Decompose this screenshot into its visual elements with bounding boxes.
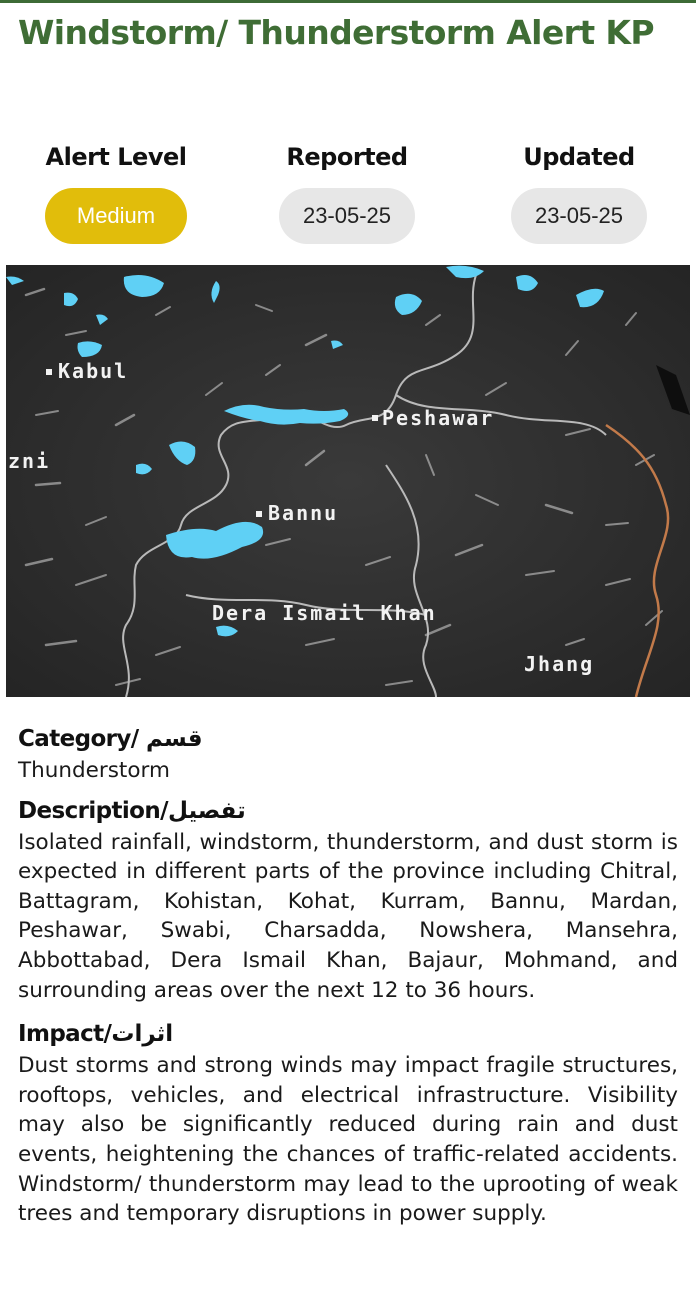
category-heading: Category/ قسم (18, 726, 203, 752)
alert-meta-row (0, 140, 696, 250)
description-heading: Description/تفصیل (18, 797, 246, 824)
reported-label: Reported (286, 143, 408, 171)
map-label-ghazni: zni (8, 449, 51, 473)
alert-level-column (16, 140, 216, 244)
impact-text: Dust storms and strong winds may impact fragile structures, rooftops, vehicles, and electrical infrastructure. Visibility may also be significantly reduced during rain and dust events, heightening the chances of traffic-related accidents. Windstorm/ thunderstorm may lead to the uprooting of weak trees and temporary disruptions in power supply. (18, 1053, 678, 1227)
reported-date-badge: 23-05-25 (279, 188, 415, 244)
impact-heading: Impact/اثرات (18, 1021, 174, 1048)
updated-column (479, 140, 679, 244)
weather-radar-map (6, 265, 690, 697)
alert-details (18, 722, 678, 1241)
alert-level-badge: Medium (45, 188, 187, 244)
category-value: Thunderstorm (18, 758, 170, 783)
updated-date-badge: 23-05-25 (511, 188, 647, 244)
reported-column (247, 140, 447, 244)
top-accent-bar (0, 0, 696, 3)
map-label-peshawar: Peshawar (382, 406, 495, 430)
map-label-jhang: Jhang (524, 652, 595, 676)
radar-map-graphic (6, 265, 690, 697)
description-text: Isolated rainfall, windstorm, thunderstorm, and dust storm is expected in different parts of the province including Chitral, Battagram, Kohistan, Kohat, Kurram, Bannu, Mardan, Peshawar, Swabi, Charsadda, Nowshera, Mansehra, Abbottabad, Dera Ismail Khan, Bajaur, Mohmand, and surrounding areas over the next 12 to 36 hours. (18, 829, 678, 1003)
alert-level-label: Alert Level (45, 143, 187, 171)
updated-label: Updated (523, 143, 635, 171)
map-label-bannu: Bannu (268, 501, 339, 525)
page-title: Windstorm/ Thunderstorm Alert KP (18, 13, 654, 52)
map-label-kabul: Kabul (58, 359, 129, 383)
map-label-dera-ismail-khan: Dera Ismail Khan (212, 601, 437, 625)
